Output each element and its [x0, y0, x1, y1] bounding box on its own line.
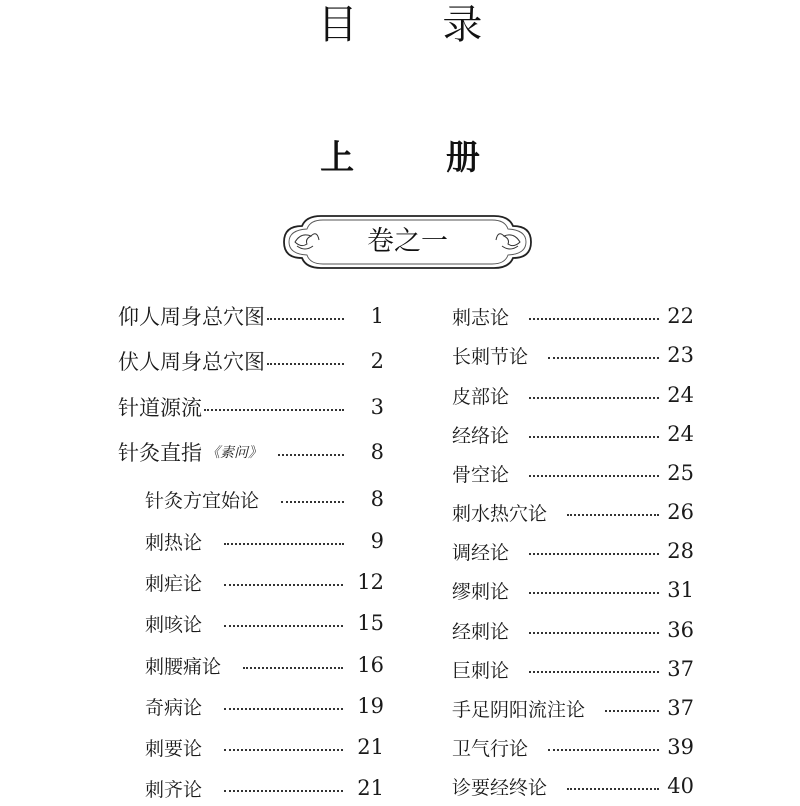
toc-entry[interactable]: [118, 389, 384, 425]
toc-dot-leader: [267, 363, 344, 365]
toc-page-number: 8: [370, 440, 384, 464]
toc-entry-title: 手足阴阳流注论: [452, 698, 586, 721]
toc-dot-leader: [567, 788, 659, 790]
toc-entry-title: 巨刺论: [452, 659, 510, 682]
toc-entry-title: 卫气行论: [452, 737, 529, 760]
toc-source-note: 《素问》: [206, 445, 262, 461]
toc-entry[interactable]: [452, 690, 694, 726]
toc-entry[interactable]: [118, 298, 384, 334]
toc-page-number: 22: [667, 304, 694, 328]
toc-entry[interactable]: [118, 434, 384, 470]
toc-entry-title: 皮部论: [452, 385, 510, 408]
toc-page-number: 3: [370, 395, 384, 419]
toc-dot-leader: [224, 790, 343, 792]
toc-page-number: 2: [370, 349, 384, 373]
toc-entry[interactable]: [452, 416, 694, 452]
toc-dot-leader: [529, 436, 659, 438]
toc-page-number: 36: [667, 618, 694, 642]
toc-dot-leader: [548, 749, 659, 751]
toc-entry[interactable]: [118, 481, 384, 517]
toc-dot-leader: [529, 671, 659, 673]
toc-dot-leader: [529, 397, 659, 399]
toc-dot-leader: [243, 667, 343, 669]
toc-page-number: 39: [667, 735, 694, 759]
toc-entry-title: 针灸直指: [118, 441, 202, 465]
toc-dot-leader: [267, 318, 344, 320]
toc-page-number: 26: [667, 500, 694, 524]
toc-page-number: 23: [667, 343, 694, 367]
toc-entry[interactable]: [118, 770, 384, 806]
toc-entry[interactable]: [452, 298, 694, 334]
toc-dot-leader: [204, 409, 344, 411]
toc-entry-title: 伏人周身总穴图: [118, 350, 265, 374]
toc-page-number: 28: [667, 539, 694, 563]
toc-entry-title: 骨空论: [452, 463, 510, 486]
toc-page-number: 21: [357, 735, 384, 759]
toc-dot-leader: [529, 553, 659, 555]
toc-entry-title: 刺志论: [452, 306, 510, 329]
toc-entry[interactable]: [452, 377, 694, 413]
toc-dot-leader: [224, 708, 343, 710]
toc-dot-leader: [529, 592, 659, 594]
toc-entry-title: 刺咳论: [145, 613, 203, 636]
toc-entry[interactable]: [452, 337, 694, 373]
toc-page-number: 16: [357, 653, 384, 677]
toc-dot-leader: [224, 749, 343, 751]
toc-dot-leader: [281, 501, 344, 503]
toc-dot-leader: [224, 584, 343, 586]
toc-entry-title: 经刺论: [452, 620, 510, 643]
toc-page-number: 8: [370, 487, 384, 511]
toc-entry-title: 缪刺论: [452, 580, 510, 603]
toc-dot-leader: [529, 632, 659, 634]
toc-entry-title: 调经论: [452, 541, 510, 564]
toc-page-number: 37: [667, 657, 694, 681]
toc-entry-title: 奇病论: [145, 696, 203, 719]
toc-entry[interactable]: [452, 494, 694, 530]
toc-page-number: 40: [667, 774, 694, 798]
toc-dot-leader: [567, 514, 659, 516]
toc-entry[interactable]: [118, 564, 384, 600]
toc-page-number: 1: [370, 304, 384, 328]
toc-entry[interactable]: [452, 455, 694, 491]
toc-entry[interactable]: [118, 647, 384, 683]
toc-entry[interactable]: [118, 729, 384, 765]
toc-dot-leader: [278, 454, 344, 456]
toc-entry[interactable]: [118, 343, 384, 379]
toc-page-number: 12: [357, 570, 384, 594]
toc-dot-leader: [224, 625, 343, 627]
toc-entry-title: 刺腰痛论: [145, 655, 222, 678]
volume-title: 上 册: [320, 138, 520, 178]
toc-entry[interactable]: [452, 651, 694, 687]
toc-page-number: 31: [667, 578, 694, 602]
toc-entry-title: 刺齐论: [145, 778, 203, 801]
toc-entry-title: 经络论: [452, 424, 510, 447]
toc-entry-title: 刺疟论: [145, 572, 203, 595]
chapter-label: 卷之一: [367, 226, 448, 257]
toc-entry[interactable]: [452, 533, 694, 569]
toc-entry[interactable]: [118, 605, 384, 641]
toc-dot-leader: [529, 318, 659, 320]
toc-entry-title: 刺要论: [145, 737, 203, 760]
toc-dot-leader: [224, 543, 344, 545]
toc-page-number: 25: [667, 461, 694, 485]
toc-page-number: 21: [357, 776, 384, 800]
toc-entry[interactable]: [452, 768, 694, 804]
chapter-banner: [281, 212, 534, 272]
toc-page-number: 19: [357, 694, 384, 718]
toc-entry-title: 诊要经终论: [452, 776, 548, 799]
toc-entry-title: 长刺节论: [452, 345, 529, 368]
toc-entry[interactable]: [118, 688, 384, 724]
toc-entry-title: 刺水热穴论: [452, 502, 548, 525]
toc-entry[interactable]: [452, 729, 694, 765]
toc-dot-leader: [605, 710, 659, 712]
toc-page-number: 37: [667, 696, 694, 720]
toc-entry[interactable]: [452, 572, 694, 608]
toc-entry[interactable]: [118, 523, 384, 559]
page-title: 目 录: [317, 2, 519, 48]
toc-entry-title: 针道源流: [118, 396, 202, 420]
toc-dot-leader: [548, 357, 659, 359]
toc-entry-title: 仰人周身总穴图: [118, 305, 265, 329]
toc-dot-leader: [529, 475, 659, 477]
toc-page-number: 24: [667, 383, 694, 407]
toc-page-number: 9: [370, 529, 384, 553]
toc-entry-title: 刺热论: [145, 531, 203, 554]
toc-page-number: 24: [667, 422, 694, 446]
toc-entry-title: 针灸方宜始论: [145, 489, 260, 512]
toc-entry[interactable]: [452, 612, 694, 648]
toc-page-number: 15: [357, 611, 384, 635]
